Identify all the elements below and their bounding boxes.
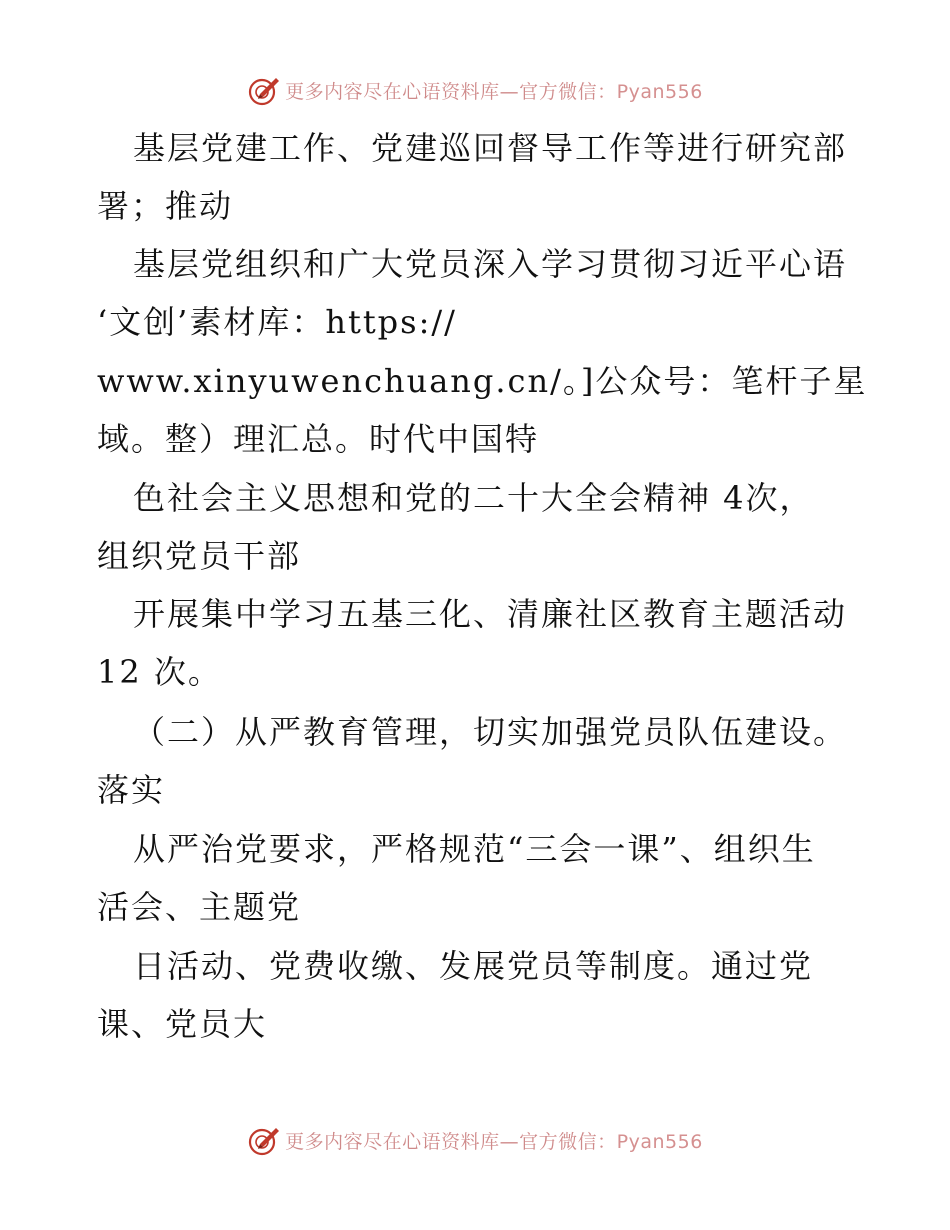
watermark-prefix: 更多内容尽在心语资料库—官方微信： (285, 1130, 617, 1153)
body-line: 活会、主题党 (97, 888, 302, 926)
body-line: 组织党员干部 (97, 537, 302, 575)
body-line: ‘文创’素材库：https:// (97, 303, 457, 341)
watermark-wechat-id: Pyan556 (616, 1130, 703, 1153)
footer-watermark (0, 1120, 950, 1160)
body-line: 域。整）理汇总。时代中国特 (97, 420, 540, 458)
body-line: 色社会主义思想和党的二十大全会精神 4次， (133, 479, 814, 517)
section-heading-line: （二）从严教育管理，切实加强党员队伍建设。 (133, 713, 848, 751)
body-line: 课、党员大 (97, 1005, 268, 1043)
body-line: 落实 (97, 771, 166, 809)
pen-logo-icon (247, 73, 281, 107)
body-line: 基层党建工作、党建巡回督导工作等进行研究部 (133, 129, 848, 167)
body-line: 12 次。 (97, 653, 222, 691)
body-line: 开展集中学习五基三化、清廉社区教育主题活动 (133, 595, 848, 633)
watermark-text (285, 1127, 703, 1154)
pen-logo-icon (247, 1123, 281, 1157)
body-line: www.xinyuwenchuang.cn/。]公众号：笔杆子星 (97, 362, 868, 400)
watermark-prefix: 更多内容尽在心语资料库—官方微信： (285, 80, 617, 103)
watermark-text (285, 77, 703, 104)
body-line: 日活动、党费收缴、发展党员等制度。通过党 (133, 947, 814, 985)
body-line: 基层党组织和广大党员深入学习贯彻习近平心语 (133, 245, 848, 283)
body-line: 署；推动 (97, 187, 234, 225)
header-watermark (0, 70, 950, 110)
body-line: 从严治党要求，严格规范“三会一课”、组织生 (133, 830, 816, 868)
watermark-wechat-id: Pyan556 (616, 80, 703, 103)
